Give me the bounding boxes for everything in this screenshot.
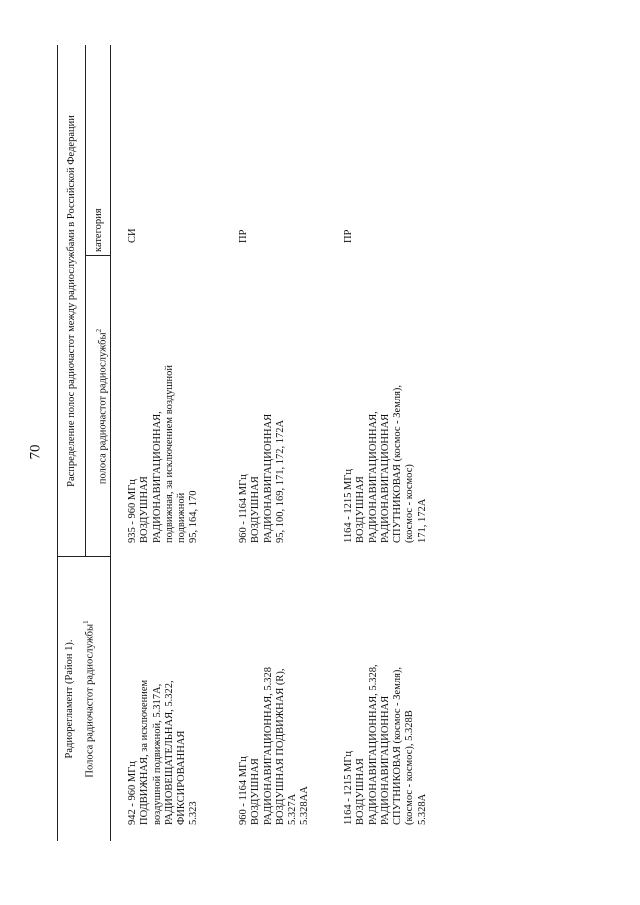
cell-line: РАДИОНАВИГАЦИОННАЯ,	[151, 411, 163, 543]
cell-line: 5.323	[188, 801, 200, 825]
cell-line: ПОДВИЖНАЯ, за исключением	[139, 679, 151, 825]
cell-line: РАДИОНАВИГАЦИОННАЯ	[379, 413, 391, 543]
cell-line: ФИКСИРОВАННАЯ	[176, 730, 188, 825]
header-bottom-rule	[110, 45, 111, 841]
row1-col2	[127, 365, 201, 543]
cell-line: ВОЗДУШНАЯ	[250, 758, 262, 825]
cell-line: 942 - 960 МГц	[127, 761, 138, 825]
cell-line: 171, 172А	[416, 498, 428, 543]
header-col2	[93, 256, 110, 557]
header-rf-title: Распределение полос радиочастот между радиослужбами в Российской Федерации	[66, 115, 77, 487]
cell-line: РАДИОНАВИГАЦИОННАЯ, 5.328	[262, 666, 274, 825]
cell-line: РАДИОНАВИГАЦИОННАЯ, 5.328,	[367, 664, 379, 825]
cell-line: 935 - 960 МГц	[127, 479, 138, 543]
cell-line: 960 - 1164 МГц	[238, 756, 249, 825]
cell-line: РАДИОНАВИГАЦИОННАЯ	[262, 413, 274, 543]
cell-line: РАДИОНАВИГАЦИОННАЯ	[379, 695, 391, 825]
cell-line: воздушной подвижной, 5.317А,	[151, 683, 163, 825]
header-col1-line2	[80, 557, 97, 841]
footnote-mark-2: 2	[95, 328, 103, 333]
header-col3: категория	[93, 208, 104, 252]
row3-col3: ПР	[343, 229, 354, 243]
table-top-rule	[57, 45, 58, 841]
cell-line: 5.328А	[416, 793, 428, 825]
cell-line: СПУТНИКОВАЯ (космос - Земля),	[392, 666, 404, 825]
header-col1-line1: Радиорегламент (Район 1).	[64, 639, 75, 759]
cell-line: ВОЗДУШНАЯ	[355, 476, 367, 543]
page-number: 70	[27, 444, 44, 460]
cell-line: 95, 100, 169, 171, 172, 172А	[274, 419, 286, 543]
footnote-mark-1: 1	[82, 620, 90, 624]
row1-col3: СИ	[127, 228, 138, 243]
cell-line: РАДИОНАВИГАЦИОННАЯ,	[367, 411, 379, 543]
header-col1-text: Полоса радиочастот радиослужбы	[84, 623, 96, 778]
cell-line: ВОЗДУШНАЯ	[355, 758, 367, 825]
row2-col3: ПР	[238, 229, 249, 243]
cell-line: СПУТНИКОВАЯ (космос - Земля),	[392, 384, 404, 543]
cell-line: (космос - космос)	[404, 464, 416, 543]
frequency-allocation-table	[57, 45, 592, 841]
cell-line: 95, 164, 170	[188, 490, 200, 543]
cell-line: РАДИОВЕЩАТЕЛЬНАЯ, 5.322,	[163, 680, 175, 825]
row3-col2	[343, 385, 429, 543]
row1-col1	[127, 680, 201, 825]
cell-line: (космос - космос), 5.328В	[404, 710, 416, 825]
row2-col1	[238, 667, 312, 825]
cell-line: ВОЗДУШНАЯ	[250, 476, 262, 543]
row2-col2	[238, 414, 287, 543]
cell-line: 960 - 1164 МГц	[238, 474, 249, 543]
cell-line: ВОЗДУШНАЯ ПОДВИЖНАЯ (R),	[274, 668, 286, 825]
cell-line: 1164 - 1215 МГц	[343, 468, 354, 543]
header-col2-text: полоса радиочастот радиослужбы	[97, 332, 109, 485]
row3-col1	[343, 664, 429, 825]
cell-line: подвижная, за исключением воздушной	[163, 365, 175, 543]
cell-line: подвижной	[176, 492, 188, 543]
cell-line: ВОЗДУШНАЯ	[139, 476, 151, 543]
cell-line: 1164 - 1215 МГц	[343, 750, 354, 825]
cell-line: 5.327А	[287, 793, 299, 825]
rf-title-underline	[85, 45, 86, 557]
cell-line: 5.328АА	[299, 786, 311, 825]
